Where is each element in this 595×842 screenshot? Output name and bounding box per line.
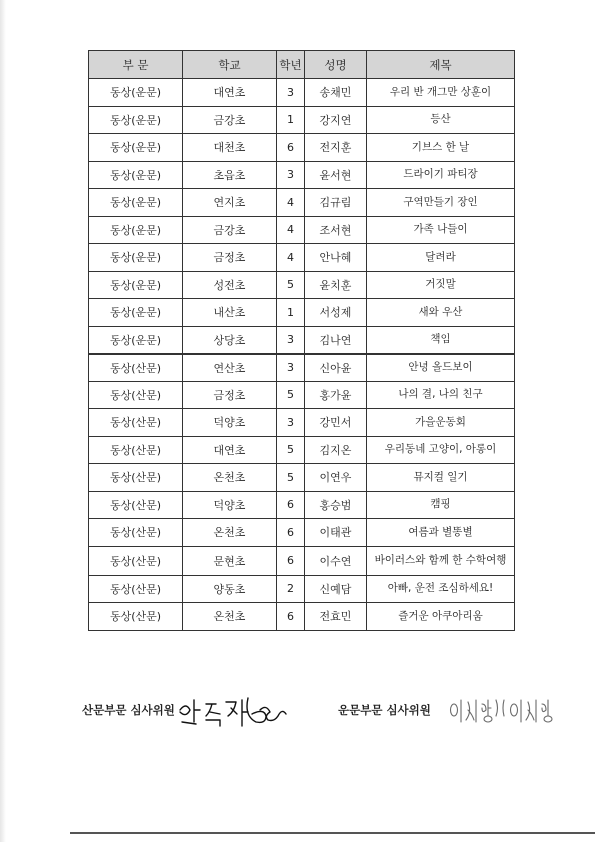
cell-name: 전효민 (305, 603, 367, 631)
table-row (89, 491, 515, 519)
cell-name: 서성제 (305, 299, 367, 327)
table-row (89, 464, 515, 492)
cell-title: 달려라 (367, 244, 515, 272)
cell-division: 동상(운문) (89, 189, 183, 217)
table-row (89, 326, 515, 354)
cell-division: 동상(운문) (89, 216, 183, 244)
cell-name: 홍승범 (305, 491, 367, 519)
table-row (89, 603, 515, 631)
cell-school: 문현초 (183, 546, 277, 575)
cell-school: 온천초 (183, 603, 277, 631)
cell-title: 기브스 한 날 (367, 134, 515, 162)
cell-school: 덕양초 (183, 491, 277, 519)
cell-name: 김지온 (305, 436, 367, 464)
cell-division: 동상(산문) (89, 491, 183, 519)
cell-division: 동상(운문) (89, 161, 183, 189)
cell-name: 이연우 (305, 464, 367, 492)
cell-title: 가을운동회 (367, 409, 515, 437)
cell-grade: 6 (277, 134, 305, 162)
cell-division: 동상(산문) (89, 436, 183, 464)
prose-judge-signature (176, 690, 291, 730)
cell-title: 책임 (367, 326, 515, 354)
cell-title: 가족 나들이 (367, 216, 515, 244)
cell-title: 우리동네 고양이, 아롱이 (367, 436, 515, 464)
cell-school: 상당초 (183, 326, 277, 354)
table-row (89, 354, 515, 382)
cell-division: 동상(운문) (89, 244, 183, 272)
cell-division: 동상(운문) (89, 299, 183, 327)
cell-title: 나의 결, 나의 친구 (367, 381, 515, 409)
cell-grade: 4 (277, 216, 305, 244)
table-row (89, 106, 515, 134)
cell-grade: 3 (277, 79, 305, 107)
table-row (89, 436, 515, 464)
cell-school: 온천초 (183, 464, 277, 492)
cell-division: 동상(산문) (89, 546, 183, 575)
cell-school: 내산초 (183, 299, 277, 327)
cell-division: 동상(운문) (89, 79, 183, 107)
cell-grade: 5 (277, 464, 305, 492)
cell-division: 동상(운문) (89, 271, 183, 299)
table-row (89, 189, 515, 217)
cell-title: 거짓말 (367, 271, 515, 299)
cell-name: 조서현 (305, 216, 367, 244)
cell-name: 안나혜 (305, 244, 367, 272)
cell-title: 바이러스와 함께 한 수학여행 (367, 546, 515, 575)
table-header-row (89, 51, 515, 79)
cell-school: 양동초 (183, 575, 277, 603)
signature-area (0, 690, 595, 740)
cell-grade: 5 (277, 381, 305, 409)
page-bottom-rule (70, 832, 595, 834)
prose-judge-label: 산문부문 심사위원 (82, 703, 175, 717)
cell-title: 안녕 올드보이 (367, 354, 515, 382)
cell-title: 등산 (367, 106, 515, 134)
header-school: 학교 (183, 51, 277, 79)
cell-grade: 3 (277, 354, 305, 382)
cell-name: 강지연 (305, 106, 367, 134)
cell-name: 윤치훈 (305, 271, 367, 299)
table-row (89, 381, 515, 409)
cell-grade: 2 (277, 575, 305, 603)
cell-grade: 3 (277, 161, 305, 189)
cell-division: 동상(산문) (89, 409, 183, 437)
cell-title: 우리 반 개그만 상훈이 (367, 79, 515, 107)
header-name: 성명 (305, 51, 367, 79)
cell-school: 금강초 (183, 216, 277, 244)
cell-grade: 5 (277, 436, 305, 464)
table-row (89, 409, 515, 437)
cell-grade: 3 (277, 409, 305, 437)
cell-name: 이수연 (305, 546, 367, 575)
cell-name: 홍가윤 (305, 381, 367, 409)
cell-name: 이태관 (305, 519, 367, 547)
cell-title: 뮤지컬 일기 (367, 464, 515, 492)
cell-name: 강민서 (305, 409, 367, 437)
cell-division: 동상(산문) (89, 519, 183, 547)
table-row (89, 134, 515, 162)
table-row (89, 575, 515, 603)
cell-grade: 4 (277, 189, 305, 217)
cell-grade: 6 (277, 519, 305, 547)
cell-title: 즐거운 아쿠아리움 (367, 603, 515, 631)
cell-name: 신아윤 (305, 354, 367, 382)
cell-title: 새와 우산 (367, 299, 515, 327)
cell-name: 전지훈 (305, 134, 367, 162)
cell-title: 여름과 별똥별 (367, 519, 515, 547)
cell-school: 금정초 (183, 381, 277, 409)
cell-name: 송채민 (305, 79, 367, 107)
cell-grade: 4 (277, 244, 305, 272)
cell-grade: 3 (277, 326, 305, 354)
verse-judge-label: 운문부문 심사위원 (338, 703, 431, 717)
cell-school: 연지초 (183, 189, 277, 217)
cell-division: 동상(운문) (89, 134, 183, 162)
cell-school: 대천초 (183, 134, 277, 162)
table-row (89, 546, 515, 575)
cell-division: 동상(산문) (89, 354, 183, 382)
cell-grade: 1 (277, 299, 305, 327)
header-grade: 학년 (277, 51, 305, 79)
cell-school: 연산초 (183, 354, 277, 382)
cell-title: 캠핑 (367, 491, 515, 519)
cell-grade: 5 (277, 271, 305, 299)
cell-name: 신예담 (305, 575, 367, 603)
cell-division: 동상(산문) (89, 464, 183, 492)
table-row (89, 271, 515, 299)
cell-school: 온천초 (183, 519, 277, 547)
cell-school: 대연초 (183, 436, 277, 464)
cell-division: 동상(산문) (89, 603, 183, 631)
cell-division: 동상(산문) (89, 575, 183, 603)
table-row (89, 299, 515, 327)
cell-name: 김규림 (305, 189, 367, 217)
cell-grade: 6 (277, 546, 305, 575)
cell-name: 김나연 (305, 326, 367, 354)
table-body (89, 79, 515, 631)
cell-school: 대연초 (183, 79, 277, 107)
awards-table (88, 50, 515, 631)
table-row (89, 216, 515, 244)
cell-school: 성전초 (183, 271, 277, 299)
cell-name: 윤서현 (305, 161, 367, 189)
header-title: 제목 (367, 51, 515, 79)
cell-title: 구역만들기 장인 (367, 189, 515, 217)
cell-grade: 6 (277, 491, 305, 519)
cell-school: 금정초 (183, 244, 277, 272)
cell-division: 동상(산문) (89, 381, 183, 409)
cell-grade: 1 (277, 106, 305, 134)
table-row (89, 79, 515, 107)
cell-title: 드라이기 파티장 (367, 161, 515, 189)
table-row (89, 161, 515, 189)
table-row (89, 244, 515, 272)
cell-school: 초읍초 (183, 161, 277, 189)
cell-school: 금강초 (183, 106, 277, 134)
cell-title: 아빠, 운전 조심하세요! (367, 575, 515, 603)
verse-judge-signature (448, 692, 568, 726)
table-row (89, 519, 515, 547)
cell-division: 동상(운문) (89, 106, 183, 134)
cell-grade: 6 (277, 603, 305, 631)
header-division: 부 문 (89, 51, 183, 79)
cell-school: 덕양초 (183, 409, 277, 437)
cell-division: 동상(운문) (89, 326, 183, 354)
